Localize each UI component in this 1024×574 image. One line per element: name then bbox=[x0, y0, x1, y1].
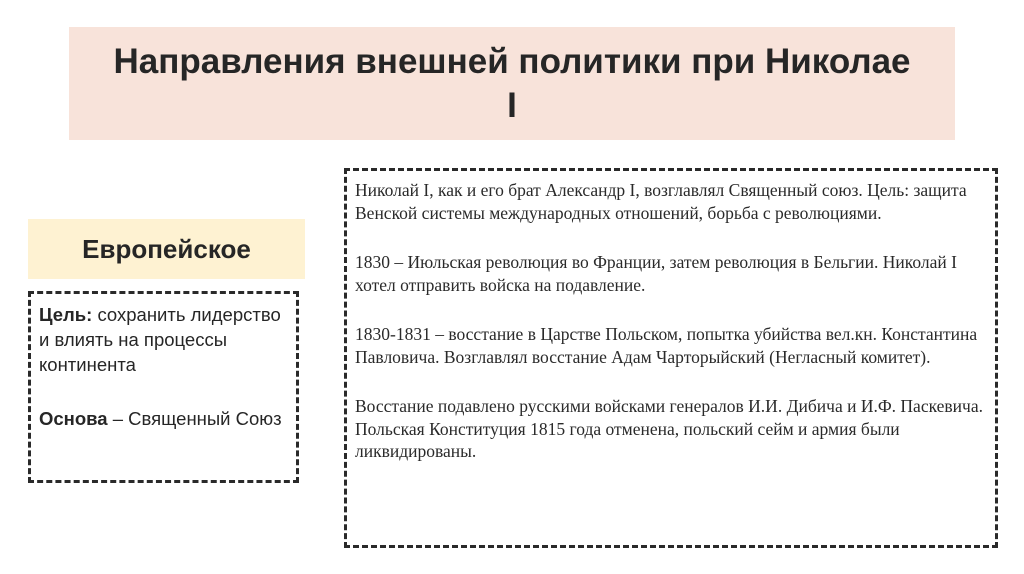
goal-text: сохранить лидерство и влиять на процессы континента bbox=[39, 304, 281, 375]
basis-paragraph bbox=[39, 406, 290, 431]
goal-label: Цель: bbox=[39, 304, 93, 325]
section-label: Европейское bbox=[82, 233, 251, 264]
goal-paragraph bbox=[39, 302, 290, 377]
section-header bbox=[28, 219, 305, 279]
goal-box bbox=[28, 291, 299, 483]
title-banner bbox=[69, 27, 955, 140]
basis-text: – Священный Союз bbox=[107, 408, 282, 429]
info-paragraph-3: 1830-1831 – восстание в Царстве Польском, попытка убийства вел.кн. Константина Павловича. Возглавлял восстание Адам Чарторыйский (Негласный комитет). bbox=[355, 324, 978, 367]
slide-title: Направления внешней политики при Николае I bbox=[113, 41, 911, 125]
info-paragraph-2: 1830 – Июльская революция во Франции, затем революция в Бельгии. Николай I хотел отправить войска на подавление. bbox=[355, 252, 957, 295]
info-box bbox=[344, 168, 998, 548]
basis-label: Основа bbox=[39, 408, 108, 429]
info-paragraph-1: Николай I, как и его брат Александр I, возглавлял Священный союз. Цель: защита Венской системы международных отношений, борьба с революциями. bbox=[355, 180, 967, 223]
info-paragraph-4: Восстание подавлено русскими войсками генералов И.И. Дибича и И.Ф. Паскевича. Польская Конституция 1815 года отменена, польский сейм и армия были ликвидированы. bbox=[355, 396, 983, 461]
